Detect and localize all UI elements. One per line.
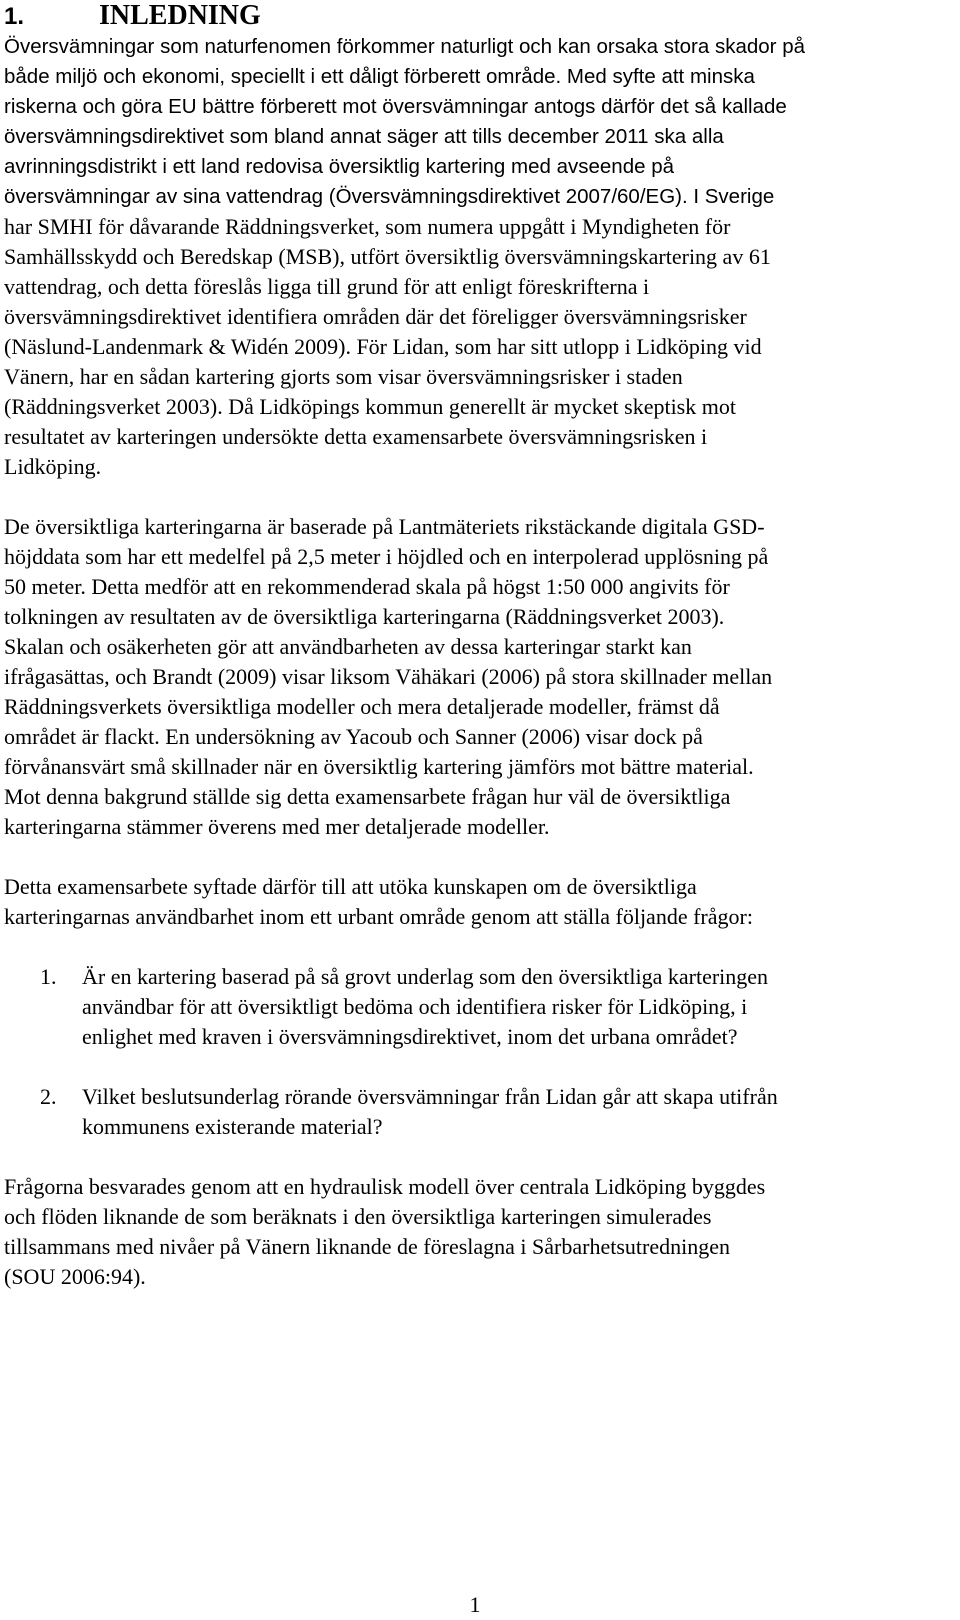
research-questions-list	[4, 962, 954, 1142]
paragraph-line: ifrågasättas, och Brandt (2009) visar liksom Vähäkari (2006) på stora skillnader mellan	[4, 664, 773, 689]
paragraph-line: Detta examensarbete syftade därför till att utöka kunskapen om de översiktliga	[4, 874, 697, 899]
list-item	[4, 962, 954, 1052]
paragraph-line: tillsammans med nivåer på Vänern liknande de föreslagna i Sårbarhetsutredningen	[4, 1234, 730, 1259]
paragraph-line: Räddningsverkets översiktliga modeller och mera detaljerade modeller, främst då	[4, 694, 720, 719]
paragraph-line: Vänern, har en sådan kartering gjorts som visar översvämningsrisker i staden	[4, 364, 683, 389]
list-item-number: 1.	[40, 964, 57, 989]
list-item-line: användbar för att översiktligt bedöma och identifiera risker för Lidköping, i	[82, 994, 748, 1019]
paragraph-line: översvämningsdirektivet identifiera områden där det föreligger översvämningsrisker	[4, 304, 747, 329]
list-item-line: enlighet med kraven i översvämningsdirektivet, inom det urbana området?	[82, 1024, 738, 1049]
paragraph-line: (Räddningsverket 2003). Då Lidköpings kommun generellt är mycket skeptisk mot	[4, 394, 736, 419]
paragraph-aim	[4, 872, 954, 932]
paragraph-line: karteringarna stämmer överens med mer detaljerade modeller.	[4, 814, 550, 839]
paragraph-line: Lidköping.	[4, 454, 102, 479]
paragraph-line: både miljö och ekonomi, speciellt i ett dåligt förberett område. Med syfte att minska	[4, 65, 755, 88]
paragraph-line: riskerna och göra EU bättre förberett mot översvämningar antogs därför det så kallade	[4, 95, 787, 118]
paragraph-background	[4, 512, 954, 842]
paragraph-line: vattendrag, och detta föreslås ligga till grund för att enligt föreskrifterna i	[4, 274, 650, 299]
paragraph-spacer	[4, 482, 954, 512]
paragraph-line: höjddata som har ett medelfel på 2,5 meter i höjdled och en interpolerad upplösning på	[4, 544, 769, 569]
paragraph-line: har SMHI för dåvarande Räddningsverket, som numera uppgått i Myndigheten för	[4, 214, 731, 239]
paragraph-line: och flöden liknande de som beräknats i den översiktliga karteringen simulerades	[4, 1204, 712, 1229]
page-number: 1	[469, 1592, 481, 1617]
paragraph-intro	[4, 32, 954, 482]
list-item-number: 2.	[40, 1084, 57, 1109]
paragraph-line: tolkningen av resultaten av de översiktliga karteringarna (Räddningsverket 2003).	[4, 604, 725, 629]
section-heading	[4, 0, 954, 32]
paragraph-line: översvämningsdirektivet som bland annat säger att tills december 2011 ska alla	[4, 125, 724, 148]
paragraph-line: Samhällsskydd och Beredskap (MSB), utfört översiktlig översvämningskartering av 61	[4, 244, 771, 269]
paragraph-line: området är flackt. En undersökning av Yacoub och Sanner (2006) visar dock på	[4, 724, 703, 749]
paragraph-line: Skalan och osäkerheten gör att användbarheten av dessa karteringar starkt kan	[4, 634, 692, 659]
document-page	[4, 0, 954, 1292]
paragraph-line: (SOU 2006:94).	[4, 1264, 146, 1289]
paragraph-line: Mot denna bakgrund ställde sig detta examensarbete frågan hur väl de översiktliga	[4, 784, 731, 809]
paragraph-line: Översvämningar som naturfenomen förkommer naturligt och kan orsaka stora skador på	[4, 35, 806, 58]
paragraph-line: översvämningar av sina vattendrag (Översvämningsdirektivet 2007/60/EG). I Sverige	[4, 185, 775, 208]
list-item-line: Är en kartering baserad på så grovt underlag som den översiktliga karteringen	[82, 964, 769, 989]
paragraph-line: De översiktliga karteringarna är baserade på Lantmäteriets rikstäckande digitala GSD-	[4, 514, 765, 539]
list-item-line: Vilket beslutsunderlag rörande översvämningar från Lidan går att skapa utifrån	[82, 1084, 778, 1109]
paragraph-line: 50 meter. Detta medför att en rekommenderad skala på högst 1:50 000 angivits för	[4, 574, 730, 599]
list-item	[4, 1082, 954, 1142]
paragraph-method	[4, 1172, 954, 1292]
paragraph-line: (Näslund-Landenmark & Widén 2009). För Lidan, som har sitt utlopp i Lidköping vid	[4, 334, 762, 359]
list-item-line: kommunens existerande material?	[82, 1114, 383, 1139]
section-number: 1.	[4, 3, 25, 30]
paragraph-line: karteringarnas användbarhet inom ett urbant område genom att ställa följande frågor:	[4, 904, 753, 929]
paragraph-line: resultatet av karteringen undersökte detta examensarbete översvämningsrisken i	[4, 424, 708, 449]
paragraph-spacer	[4, 1142, 954, 1172]
paragraph-spacer	[4, 932, 954, 962]
paragraph-line: förvånansvärt små skillnader när en översiktlig kartering jämförs mot bättre material.	[4, 754, 754, 779]
paragraph-line: avrinningsdistrikt i ett land redovisa översiktlig kartering med avseende på	[4, 155, 675, 178]
section-title: INLEDNING	[99, 0, 261, 31]
paragraph-line: Frågorna besvarades genom att en hydraulisk modell över centrala Lidköping byggdes	[4, 1174, 766, 1199]
paragraph-spacer	[4, 842, 954, 872]
